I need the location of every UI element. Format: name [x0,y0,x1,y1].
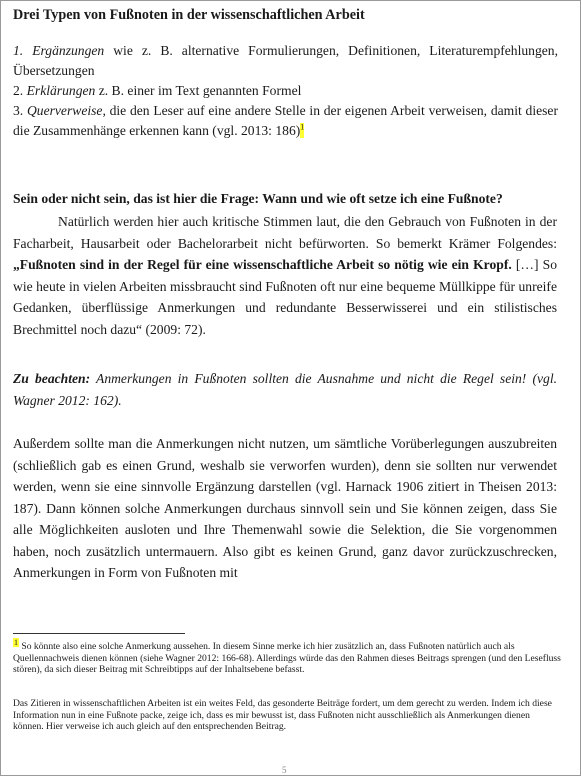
footnote-types-list [13,41,558,141]
note-paragraph: Zu beachten: Anmerkungen in Fußnoten sollten die Ausnahme und nicht die Regel sein! (vgl. Wagner 2012: 162). [13,371,557,408]
body-paragraph: Außerdem sollte man die Anmerkungen nicht nutzen, um sämtliche Vorüberlegungen auszubreiten (schließlich gab es einen Grund, weshalb sie verworfen wurden), denn sie sollten nur verwendet werden, wenn sie eine sinnvolle Ergänzung darstellen (vgl. Harnack 1906 zitiert in Theisen 2013: 187). Dann können solche Anmerkungen durchaus sinnvoll sein und Sie können zeigen, dass Sie alle Möglichkeiten ausloten und Ihre Themenwahl sowie die Selektion, die Sie vorgenommen haben, noch zusätzlich untermauern. Also gibt es keinen Grund, ganz davor zurückzuschrecken, Anmerkungen in Form von Fußnoten mit [13,436,557,580]
list-item: 2. Erklärungen z. B. einer im Text genannten Formel [13,83,302,98]
list-item: 3. Querverweise, die den Leser auf eine andere Stelle in der eigenen Arbeit verweisen, damit dieser die Zusammenhänge erkennen kann (vgl. 2013: 186)$^1$ [13,103,558,138]
list-item: 1. Ergänzungen wie z. B. alternative Formulierungen, Definitionen, Literaturempfehlungen, Übersetzungen [13,43,558,78]
footnote-text-continued: Das Zitieren in wissenschaftlichen Arbeiten ist ein weites Feld, das gesonderte Beiträge fordert, um dem gerecht zu werden. Indem ich diese Information nun in eine Fußnote packe, zeige ich, dass es mir bewusst ist, dass Fußnoten nicht ausschließlich als Anmerkungen dienen können. Hier verweise ich auch gleich auf den entsprechenden Beitrag. [13,698,552,732]
footnote-marker[interactable]: 1 [300,123,304,138]
footnote-number: 1 [14,637,18,647]
page-number: 5 [282,765,287,775]
quote-paragraph: Natürlich werden hier auch kritische Stimmen laut, die den Gebrauch von Fußnoten in der Facharbeit, Hausarbeit oder Bachelorarbeit nicht befürworten. So bemerkt Krämer Folgendes: „Fußnoten sind in der Regel für eine wissenschaftliche Arbeit so nötig wie ein Kropf. […] So wie heute in vielen Arbeiten missbraucht sind Fußnoten oft nur eine bequeme Müllkippe für unreife Gedanken, überflüssige Anmerkungen und redundante Besserwisserei und ein stilistisches Brechmittel noch dazu“ (2009: 72). [13,214,557,337]
footnote-separator [13,633,185,634]
question-heading: Sein oder nicht sein, das ist hier die Frage: Wann und wie oft setze ich eine Fußnote? [13,191,503,206]
footnote-text: $^1$ So könnte also eine solche Anmerkung aussehen. In diesem Sinne merke ich hier zusätzlich an, dass Fußnoten natürlich auch als Quellennachweis dienen können (siehe Wagner 2012: 166-68). Allerdings würde das den Rahmen dieses Beitrags sprengen (und den Lesefluss stören), da sich dieser Beitrag mit Schreibtipps auf der Inhaltsebene befasst. [13,637,561,675]
section-heading: Drei Typen von Fußnoten in der wissenschaftlichen Arbeit [13,7,365,23]
